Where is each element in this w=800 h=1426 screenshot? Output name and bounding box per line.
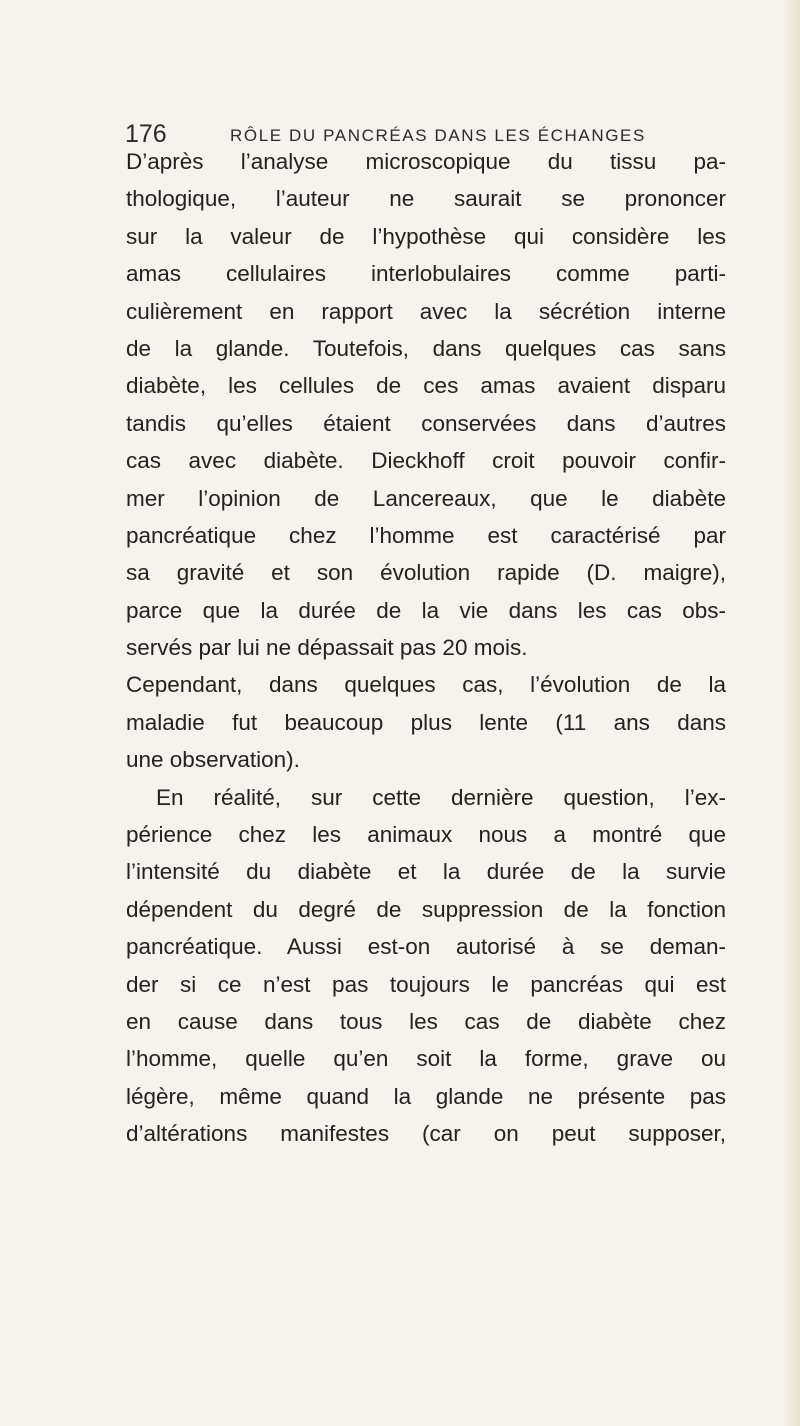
text-line: Cependant, dans quelques cas, l’évolution de la bbox=[126, 672, 726, 698]
page-edge-shadow bbox=[782, 0, 800, 1426]
text-line: légère, même quand la glande ne présente pas bbox=[126, 1083, 726, 1109]
page-number: 176 bbox=[125, 120, 167, 148]
text-line: amas cellulaires interlobulaires comme parti- bbox=[126, 261, 726, 287]
running-title: RÔLE DU PANCRÉAS DANS LES ÉCHANGES bbox=[230, 126, 646, 145]
text-line: mer l’opinion de Lancereaux, que le diabète bbox=[126, 485, 726, 511]
text-line: culièrement en rapport avec la sécrétion interne bbox=[126, 298, 726, 324]
text-line: der si ce n’est pas toujours le pancréas qui est bbox=[126, 971, 726, 997]
text-line: tandis qu’elles étaient conservées dans d’autres bbox=[126, 410, 726, 436]
text-line: pancréatique. Aussi est-on autorisé à se deman- bbox=[126, 934, 726, 960]
text-line: dépendent du degré de suppression de la fonction bbox=[126, 896, 726, 922]
text-line: sa gravité et son évolution rapide (D. maigre), bbox=[126, 560, 726, 586]
text-line: diabète, les cellules de ces amas avaient disparu bbox=[126, 373, 726, 399]
text-line: une observation). bbox=[126, 747, 300, 773]
text-line: sur la valeur de l’hypothèse qui considère les bbox=[126, 223, 726, 249]
text-line: en cause dans tous les cas de diabète chez bbox=[126, 1008, 726, 1034]
text-line: parce que la durée de la vie dans les cas obs- bbox=[126, 597, 726, 623]
text-line: de la glande. Toutefois, dans quelques cas sans bbox=[126, 335, 726, 361]
text-line: servés par lui ne dépassait pas 20 mois. bbox=[126, 635, 528, 661]
body-text bbox=[126, 143, 726, 1153]
text-line: thologique, l’auteur ne saurait se prononcer bbox=[126, 186, 726, 212]
text-line: d’altérations manifestes (car on peut supposer, bbox=[126, 1121, 726, 1147]
text-line: D’après l’analyse microscopique du tissu pa- bbox=[126, 149, 726, 174]
text-line: l’intensité du diabète et la durée de la survie bbox=[126, 859, 726, 885]
text-line: l’homme, quelle qu’en soit la forme, grave ou bbox=[126, 1046, 726, 1072]
text-line: maladie fut beaucoup plus lente (11 ans dans bbox=[126, 709, 726, 735]
text-line: cas avec diabète. Dieckhoff croit pouvoir confir- bbox=[126, 448, 726, 474]
text-line: En réalité, sur cette dernière question, l’ex- bbox=[156, 784, 726, 810]
text-line: pancréatique chez l’homme est caractérisé par bbox=[126, 522, 726, 548]
text-line: périence chez les animaux nous a montré que bbox=[126, 822, 726, 848]
